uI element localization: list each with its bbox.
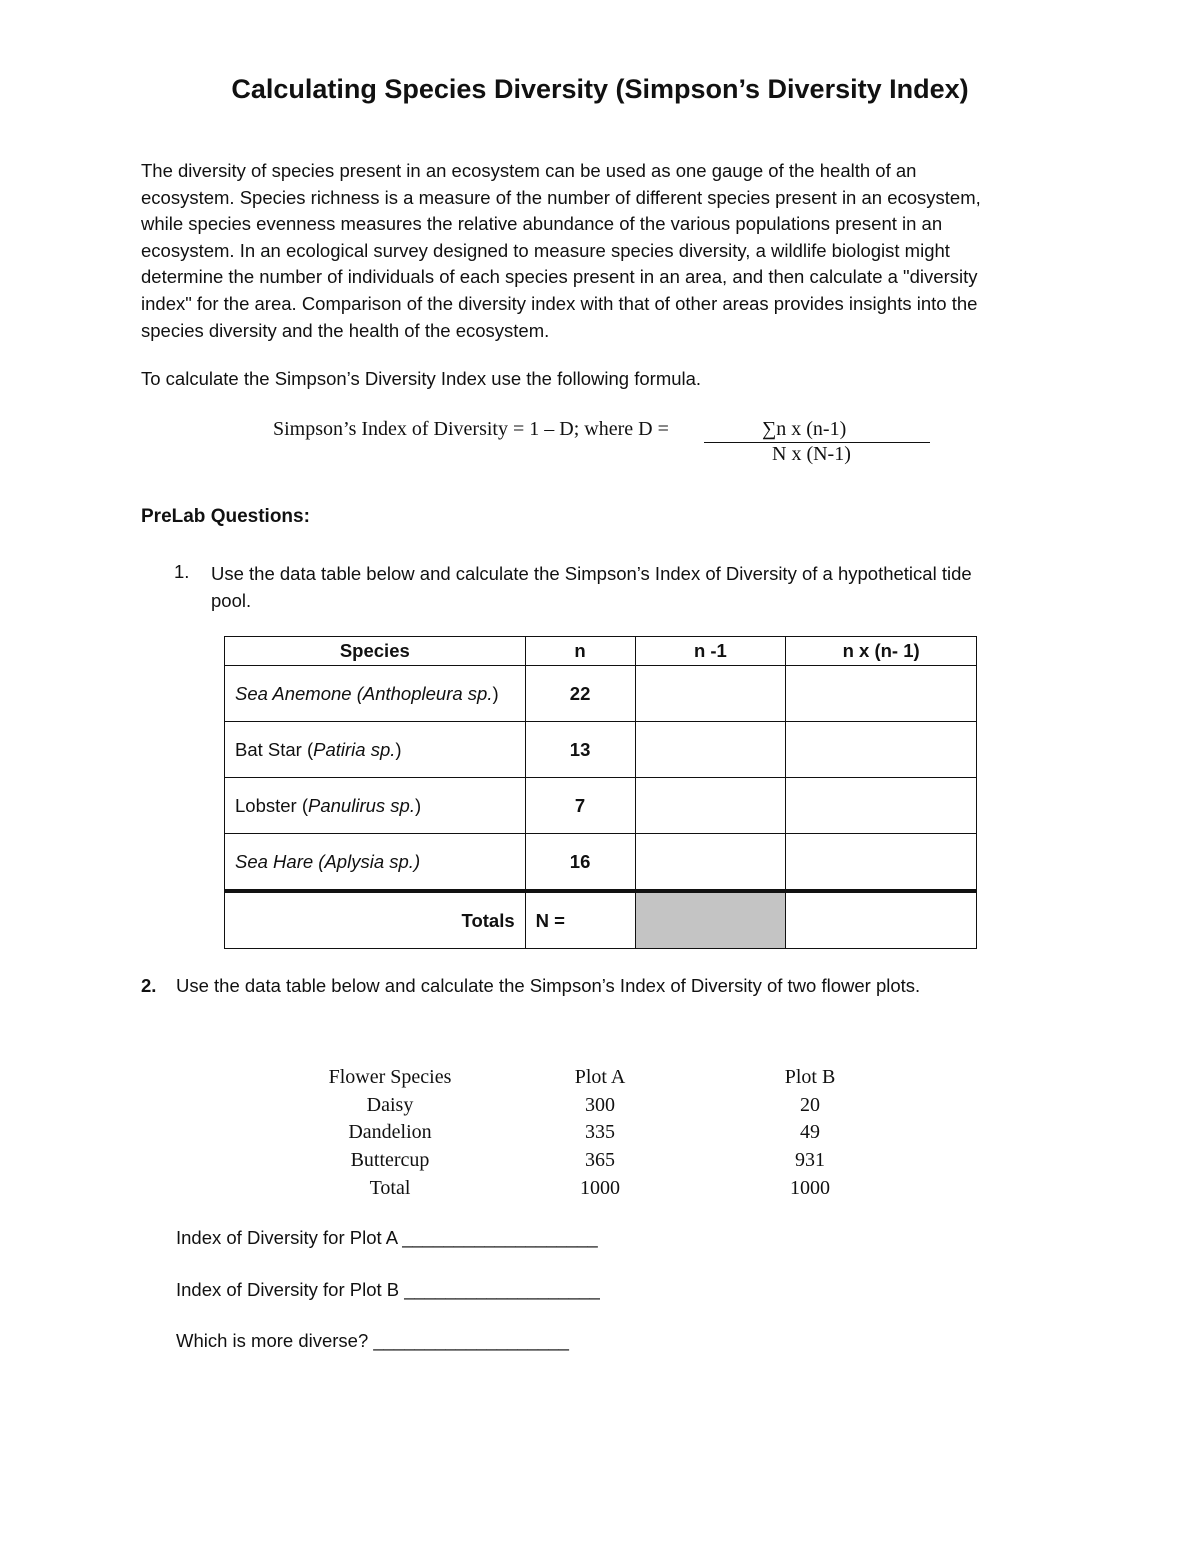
formula-numerator: ∑n x (n-1) bbox=[762, 418, 847, 440]
header-n: n bbox=[525, 637, 635, 666]
n-value: 7 bbox=[525, 778, 635, 834]
table-row bbox=[225, 666, 977, 722]
header-plot-a: Plot A bbox=[574, 1066, 626, 1089]
n-minus-1-input[interactable] bbox=[635, 722, 786, 778]
plot-b-value: 1000 bbox=[790, 1176, 830, 1199]
header-n-times: n x (n- 1) bbox=[786, 637, 977, 666]
n-product-input[interactable] bbox=[786, 834, 977, 892]
n-minus-1-input[interactable] bbox=[635, 666, 786, 722]
species-scientific: Panulirus sp. bbox=[308, 794, 415, 816]
question-1-text bbox=[211, 561, 1061, 614]
formula-denominator: N x (N-1) bbox=[772, 443, 851, 465]
flower-table-header bbox=[300, 1064, 900, 1092]
n-value: 22 bbox=[525, 666, 635, 722]
species-common: Lobster ( bbox=[235, 794, 309, 816]
header-flower-species: Flower Species bbox=[328, 1066, 452, 1089]
intro-line: index" for the area. Comparison of the diversity index with that of other areas provides insights into the bbox=[141, 292, 978, 314]
n-product-input[interactable] bbox=[786, 666, 977, 722]
question-1-line: pool. bbox=[211, 589, 252, 611]
species-cell bbox=[225, 722, 526, 778]
table-row bbox=[225, 834, 977, 892]
table-row bbox=[225, 722, 977, 778]
plot-a-value: 365 bbox=[585, 1149, 615, 1172]
species-common: Bat Star ( bbox=[235, 738, 314, 760]
species-table bbox=[224, 636, 977, 949]
intro-line: ecosystem. In an ecological survey designed to measure species diversity, a wildlife biologist might bbox=[141, 239, 950, 261]
flower-name: Total bbox=[369, 1176, 411, 1199]
formula-instruction: To calculate the Simpson’s Diversity Index use the following formula. bbox=[141, 368, 702, 389]
question-2-text: Use the data table below and calculate the Simpson’s Index of Diversity of two flower plots. bbox=[176, 975, 921, 996]
intro-line: The diversity of species present in an ecosystem can be used as one gauge of the health of an bbox=[141, 160, 917, 181]
header-species: Species bbox=[225, 637, 526, 666]
species-cell bbox=[225, 834, 526, 892]
species-close: ) bbox=[395, 738, 402, 760]
totals-label: Totals bbox=[225, 891, 526, 949]
page-title: Calculating Species Diversity (Simpson’s Diversity Index) bbox=[231, 74, 969, 104]
formula-numerator-line bbox=[704, 418, 930, 443]
n-value: 16 bbox=[525, 834, 635, 892]
table-row bbox=[300, 1092, 900, 1120]
species-common: Sea Hare ( bbox=[235, 850, 325, 872]
species-cell bbox=[225, 666, 526, 722]
intro-line: species diversity and the health of the ecosystem. bbox=[141, 319, 550, 341]
plot-b-value: 49 bbox=[800, 1121, 820, 1144]
plot-b-value: 931 bbox=[795, 1149, 825, 1172]
plot-a-value: 300 bbox=[585, 1093, 615, 1116]
n-total-input[interactable]: N = bbox=[525, 891, 635, 949]
species-table-header bbox=[225, 637, 977, 666]
species-scientific: Anthopleura sp. bbox=[362, 682, 493, 704]
table-row bbox=[300, 1147, 900, 1175]
prelab-heading: PreLab Questions: bbox=[141, 506, 310, 527]
species-close: ) bbox=[414, 794, 422, 816]
intro-line: ecosystem. Species richness is a measure of the number of different species present in an ecosystem, bbox=[141, 186, 981, 208]
shaded-cell bbox=[635, 891, 786, 949]
table-row bbox=[300, 1119, 900, 1147]
table-row bbox=[225, 778, 977, 834]
plot-a-value: 1000 bbox=[580, 1176, 620, 1199]
question-1-number: 1. bbox=[174, 561, 190, 582]
question-1-line: Use the data table below and calculate the Simpson’s Index of Diversity of a hypothetical tide bbox=[211, 563, 972, 584]
intro-paragraph bbox=[141, 158, 1061, 344]
species-close: ) bbox=[413, 850, 421, 872]
header-plot-b: Plot B bbox=[784, 1066, 836, 1089]
totals-row bbox=[225, 891, 977, 949]
sum-product-input[interactable] bbox=[786, 891, 977, 949]
intro-line: while species evenness measures the relative abundance of the various populations present in an bbox=[141, 213, 943, 235]
n-product-input[interactable] bbox=[786, 778, 977, 834]
formula-left: Simpson’s Index of Diversity = 1 – D; where D = bbox=[273, 418, 669, 440]
flower-name: Buttercup bbox=[350, 1149, 430, 1172]
intro-line: determine the number of individuals of each species present in an area, and then calculate a "diversity bbox=[141, 266, 978, 288]
n-minus-1-input[interactable] bbox=[635, 834, 786, 892]
flower-table bbox=[300, 1064, 900, 1202]
flower-name: Dandelion bbox=[348, 1121, 432, 1144]
plot-b-value: 20 bbox=[800, 1093, 820, 1116]
n-value: 13 bbox=[525, 722, 635, 778]
answer-more-diverse[interactable]: Which is more diverse? ___________________ bbox=[176, 1330, 569, 1351]
n-product-input[interactable] bbox=[786, 722, 977, 778]
species-cell bbox=[225, 778, 526, 834]
n-minus-1-input[interactable] bbox=[635, 778, 786, 834]
answer-plot-a[interactable]: Index of Diversity for Plot A ___________________ bbox=[176, 1227, 598, 1248]
answer-plot-b[interactable]: Index of Diversity for Plot B ___________________ bbox=[176, 1279, 600, 1300]
plot-a-value: 335 bbox=[585, 1121, 615, 1144]
species-close: ) bbox=[492, 682, 499, 704]
table-row bbox=[300, 1174, 900, 1202]
flower-name: Daisy bbox=[366, 1093, 414, 1116]
species-scientific: Aplysia sp. bbox=[324, 850, 414, 872]
header-n-minus-1: n -1 bbox=[635, 637, 786, 666]
species-common: Sea Anemone ( bbox=[235, 682, 363, 704]
species-scientific: Patiria sp. bbox=[313, 738, 396, 760]
question-2-number: 2. bbox=[141, 975, 157, 996]
